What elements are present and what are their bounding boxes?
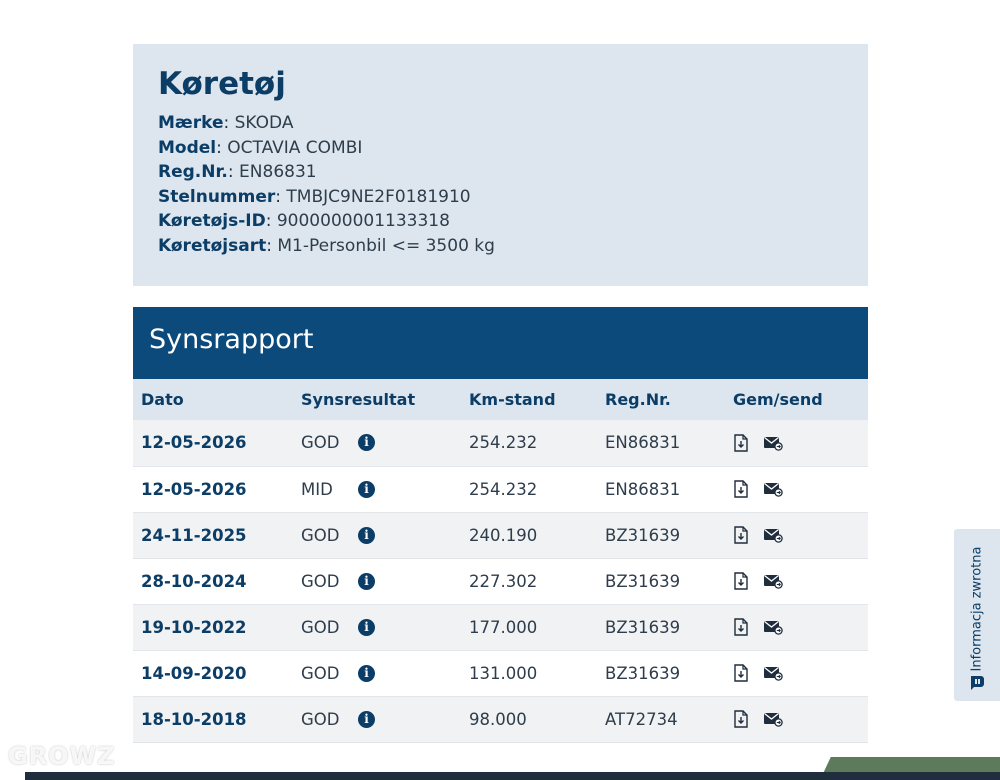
vehicle-info-key: Mærke: [158, 113, 224, 133]
cell-reg: AT72734: [597, 696, 725, 742]
cell-km: 227.302: [461, 558, 597, 604]
cell-km: 254.232: [461, 466, 597, 512]
result-wrap: [301, 710, 461, 729]
send-mail-icon[interactable]: [763, 573, 783, 589]
vehicle-info-row: Køretøjs-ID: 9000000001133318: [158, 211, 450, 231]
actions-group: [733, 618, 868, 636]
cell-reg: EN86831: [597, 466, 725, 512]
info-icon[interactable]: i: [358, 527, 375, 544]
table-row: [133, 558, 868, 604]
cell-reg: BZ31639: [597, 512, 725, 558]
vehicle-info-key: Stelnummer: [158, 186, 276, 207]
inspection-table: [133, 379, 868, 743]
vehicle-info-key: Model: [158, 137, 217, 158]
inspection-report: [133, 307, 868, 743]
cell-km: 254.232: [461, 420, 597, 466]
info-icon[interactable]: i: [358, 481, 375, 498]
vehicle-info-row: Model: OCTAVIA COMBI: [158, 137, 363, 158]
vehicle-info-list: [158, 111, 843, 258]
result-text: GOD: [301, 709, 340, 729]
send-mail-icon[interactable]: [763, 481, 783, 497]
cell-reg: BZ31639: [597, 604, 725, 650]
download-document-icon[interactable]: [733, 526, 749, 544]
table-row: [133, 512, 868, 558]
table-body: [133, 420, 868, 742]
download-document-icon[interactable]: [733, 572, 749, 590]
report-title: Synsrapport: [133, 307, 868, 379]
result-wrap: [301, 480, 461, 499]
cell-date: 28-10-2024: [133, 558, 293, 604]
vehicle-info-key: Reg.Nr.: [158, 162, 228, 182]
feedback-icon: [968, 673, 986, 695]
vehicle-info-value: 9000000001133318: [276, 211, 450, 231]
cell-date: 24-11-2025: [133, 512, 293, 558]
vehicle-info-key: Køretøjsart: [158, 235, 267, 256]
result-wrap: [301, 433, 461, 452]
send-mail-icon[interactable]: [763, 527, 783, 543]
table-row: [133, 604, 868, 650]
vehicle-info-row: Køretøjsart: M1-Personbil <= 3500 kg: [158, 235, 495, 256]
result-text: MID: [301, 479, 333, 499]
result-text: GOD: [301, 433, 340, 453]
result-text: GOD: [301, 617, 340, 637]
cell-result: [293, 650, 461, 696]
cell-result: [293, 466, 461, 512]
cell-result: [293, 604, 461, 650]
cell-reg: EN86831: [597, 420, 725, 466]
info-icon[interactable]: i: [358, 665, 375, 682]
cell-actions: [725, 650, 868, 696]
footer-bar: [25, 772, 1000, 780]
info-icon[interactable]: i: [358, 434, 375, 451]
cell-km: 131.000: [461, 650, 597, 696]
cell-actions: [725, 512, 868, 558]
cell-actions: [725, 466, 868, 512]
vehicle-info-value: EN86831: [239, 162, 317, 182]
vehicle-info-value: TMBJC9NE2F0181910: [286, 186, 471, 207]
actions-group: [733, 526, 868, 544]
table-row: [133, 420, 868, 466]
info-icon[interactable]: i: [358, 573, 375, 590]
actions-group: [733, 480, 868, 498]
actions-group: [733, 710, 868, 728]
result-wrap: [301, 572, 461, 591]
table-row: [133, 466, 868, 512]
column-header-date: Dato: [133, 379, 293, 420]
table-header-row: [133, 379, 868, 420]
column-header-result: Synsresultat: [293, 379, 461, 420]
result-text: GOD: [301, 663, 340, 683]
table-row: [133, 650, 868, 696]
result-wrap: [301, 526, 461, 545]
cell-date: 19-10-2022: [133, 604, 293, 650]
download-document-icon[interactable]: [733, 664, 749, 682]
send-mail-icon[interactable]: [763, 665, 783, 681]
send-mail-icon[interactable]: [763, 619, 783, 635]
download-document-icon[interactable]: [733, 710, 749, 728]
watermark-logo: GROWZ: [8, 742, 116, 770]
column-header-reg: Reg.Nr.: [597, 379, 725, 420]
feedback-label: Informacja zwrotna: [969, 546, 985, 672]
vehicle-title: Køretøj: [158, 66, 286, 102]
cell-actions: [725, 420, 868, 466]
result-wrap: [301, 664, 461, 683]
download-document-icon[interactable]: [733, 434, 749, 452]
vehicle-info-value: M1-Personbil <= 3500 kg: [277, 235, 495, 256]
cell-date: 12-05-2026: [133, 466, 293, 512]
result-text: GOD: [301, 525, 340, 545]
cell-result: [293, 558, 461, 604]
feedback-tab[interactable]: [954, 529, 1000, 701]
cell-reg: BZ31639: [597, 558, 725, 604]
result-text: GOD: [301, 571, 340, 591]
cell-km: 240.190: [461, 512, 597, 558]
vehicle-info-value: SKODA: [234, 113, 294, 133]
info-icon[interactable]: i: [358, 619, 375, 636]
actions-group: [733, 572, 868, 590]
download-document-icon[interactable]: [733, 618, 749, 636]
column-header-actions: Gem/send: [725, 379, 868, 420]
cell-result: [293, 420, 461, 466]
cell-km: 98.000: [461, 696, 597, 742]
cell-date: 14-09-2020: [133, 650, 293, 696]
vehicle-info-row: Mærke: SKODA: [158, 113, 294, 133]
cell-actions: [725, 696, 868, 742]
cell-actions: [725, 604, 868, 650]
table-row: [133, 696, 868, 742]
actions-group: [733, 664, 868, 682]
vehicle-info-key: Køretøjs-ID: [158, 211, 266, 231]
result-wrap: [301, 618, 461, 637]
send-mail-icon[interactable]: [763, 711, 783, 727]
cell-km: 177.000: [461, 604, 597, 650]
actions-group: [733, 434, 868, 452]
cell-actions: [725, 558, 868, 604]
vehicle-info-row: Stelnummer: TMBJC9NE2F0181910: [158, 186, 471, 207]
cell-date: 12-05-2026: [133, 420, 293, 466]
cell-result: [293, 512, 461, 558]
send-mail-icon[interactable]: [763, 435, 783, 451]
cell-result: [293, 696, 461, 742]
cell-date: 18-10-2018: [133, 696, 293, 742]
vehicle-info-row: Reg.Nr.: EN86831: [158, 162, 317, 182]
download-document-icon[interactable]: [733, 480, 749, 498]
cell-reg: BZ31639: [597, 650, 725, 696]
vehicle-info-value: OCTAVIA COMBI: [227, 137, 363, 158]
vehicle-card: [133, 44, 868, 286]
column-header-km: Km-stand: [461, 379, 597, 420]
info-icon[interactable]: i: [358, 711, 375, 728]
